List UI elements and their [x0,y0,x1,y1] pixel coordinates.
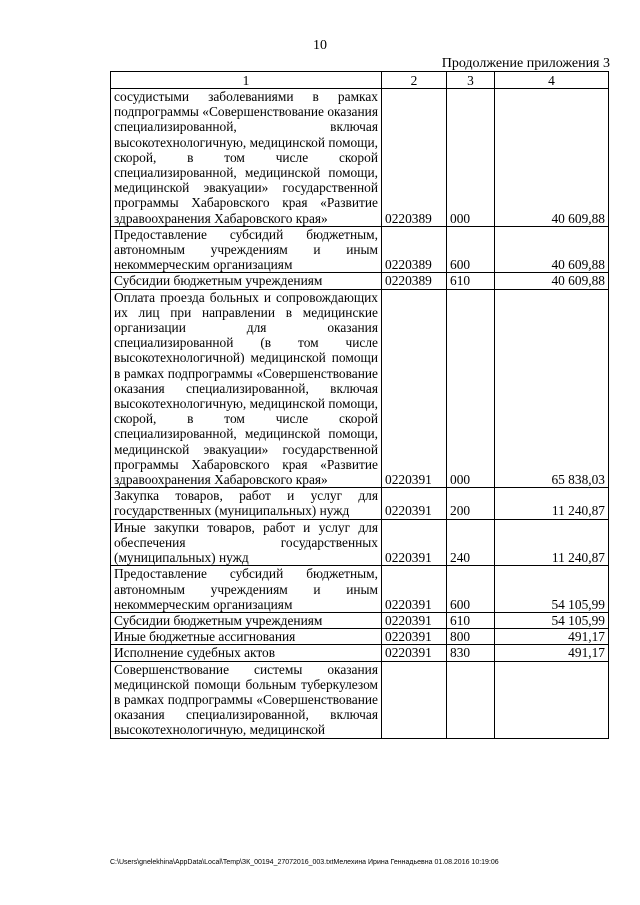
amount: 40 609,88 [495,89,609,227]
row-description: Исполнение судебных актов [111,645,382,661]
row-description: Субсидии бюджетным учреждениям [111,273,382,289]
table-row [111,629,609,645]
amount: 54 105,99 [495,566,609,613]
target-code: 0220389 [382,226,447,273]
amount [495,661,609,738]
target-code: 0220389 [382,89,447,227]
amount: 491,17 [495,645,609,661]
amount: 40 609,88 [495,273,609,289]
amount: 11 240,87 [495,488,609,519]
target-code: 0220391 [382,629,447,645]
target-code: 0220391 [382,612,447,628]
table-row [111,273,609,289]
target-code: 0220391 [382,645,447,661]
row-description: Субсидии бюджетным учреждениям [111,612,382,628]
column-header: 1 [111,72,382,89]
table-row [111,519,609,566]
row-description: Иные бюджетные ассигнования [111,629,382,645]
continuation-label: Продолжение приложения 3 [441,56,610,71]
table-row [111,89,609,227]
row-description: Предоставление субсидий бюджетным, автономным учреждениям и иным некоммерческим организациям [111,566,382,613]
expense-type: 610 [447,273,495,289]
amount: 65 838,03 [495,289,609,488]
budget-table [110,71,609,739]
expense-type: 600 [447,566,495,613]
row-description: Закупка товаров, работ и услуг для государственных (муниципальных) нужд [111,488,382,519]
amount: 54 105,99 [495,612,609,628]
expense-type: 610 [447,612,495,628]
table-row [111,645,609,661]
target-code [382,661,447,738]
target-code: 0220391 [382,566,447,613]
table-row [111,226,609,273]
row-description: сосудистыми заболеваниями в рамках подпрограммы «Совершенствование оказания специализированной, включая высокотехнологичную, медицинской помощи, скорой, в том числе скорой специализированной, медицинской помощи, медицинской эвакуации» государственной программы Хабаровского края «Развитие здравоохранения Хабаровского края» [111,89,382,227]
target-code: 0220389 [382,273,447,289]
table-row [111,661,609,738]
table-header-row [111,72,609,89]
amount: 11 240,87 [495,519,609,566]
expense-type: 830 [447,645,495,661]
expense-type: 200 [447,488,495,519]
table-row [111,289,609,488]
column-header: 4 [495,72,609,89]
row-description: Оплата проезда больных и сопровождающих их лиц при направлении в медицинские организации для оказания специализированной (в том числе высокотехнологичной) медицинской помощи в рамках подпрограммы «Совершенствование оказания специализированной, включая высокотехнологичную, медицинской помощи, скорой, в том числе скорой специализированной, медицинской помощи, медицинской эвакуации» государственной программы Хабаровского края «Развитие здравоохранения Хабаровского края» [111,289,382,488]
expense-type: 240 [447,519,495,566]
table-row [111,488,609,519]
row-description: Совершенствование системы оказания медицинской помощи больным туберкулезом в рамках подпрограммы «Совершенствование оказания специализированной, включая высокотехнологичную, медицинской [111,661,382,738]
page-number: 10 [313,38,327,53]
row-description: Иные закупки товаров, работ и услуг для обеспечения государственных (муниципальных) нужд [111,519,382,566]
row-description: Предоставление субсидий бюджетным, автономным учреждениям и иным некоммерческим организациям [111,226,382,273]
expense-type: 600 [447,226,495,273]
target-code: 0220391 [382,519,447,566]
column-header: 3 [447,72,495,89]
amount: 40 609,88 [495,226,609,273]
table-row [111,566,609,613]
expense-type: 800 [447,629,495,645]
file-path-footer: C:\Users\gnelekhina\AppData\Local\Temp\ЗК_00194_27072016_003.txtМелехина Ирина Геннадьевна 01.08.2016 10:19:06 [110,859,499,866]
expense-type: 000 [447,289,495,488]
column-header: 2 [382,72,447,89]
table-row [111,612,609,628]
expense-type [447,661,495,738]
target-code: 0220391 [382,488,447,519]
target-code: 0220391 [382,289,447,488]
expense-type: 000 [447,89,495,227]
amount: 491,17 [495,629,609,645]
